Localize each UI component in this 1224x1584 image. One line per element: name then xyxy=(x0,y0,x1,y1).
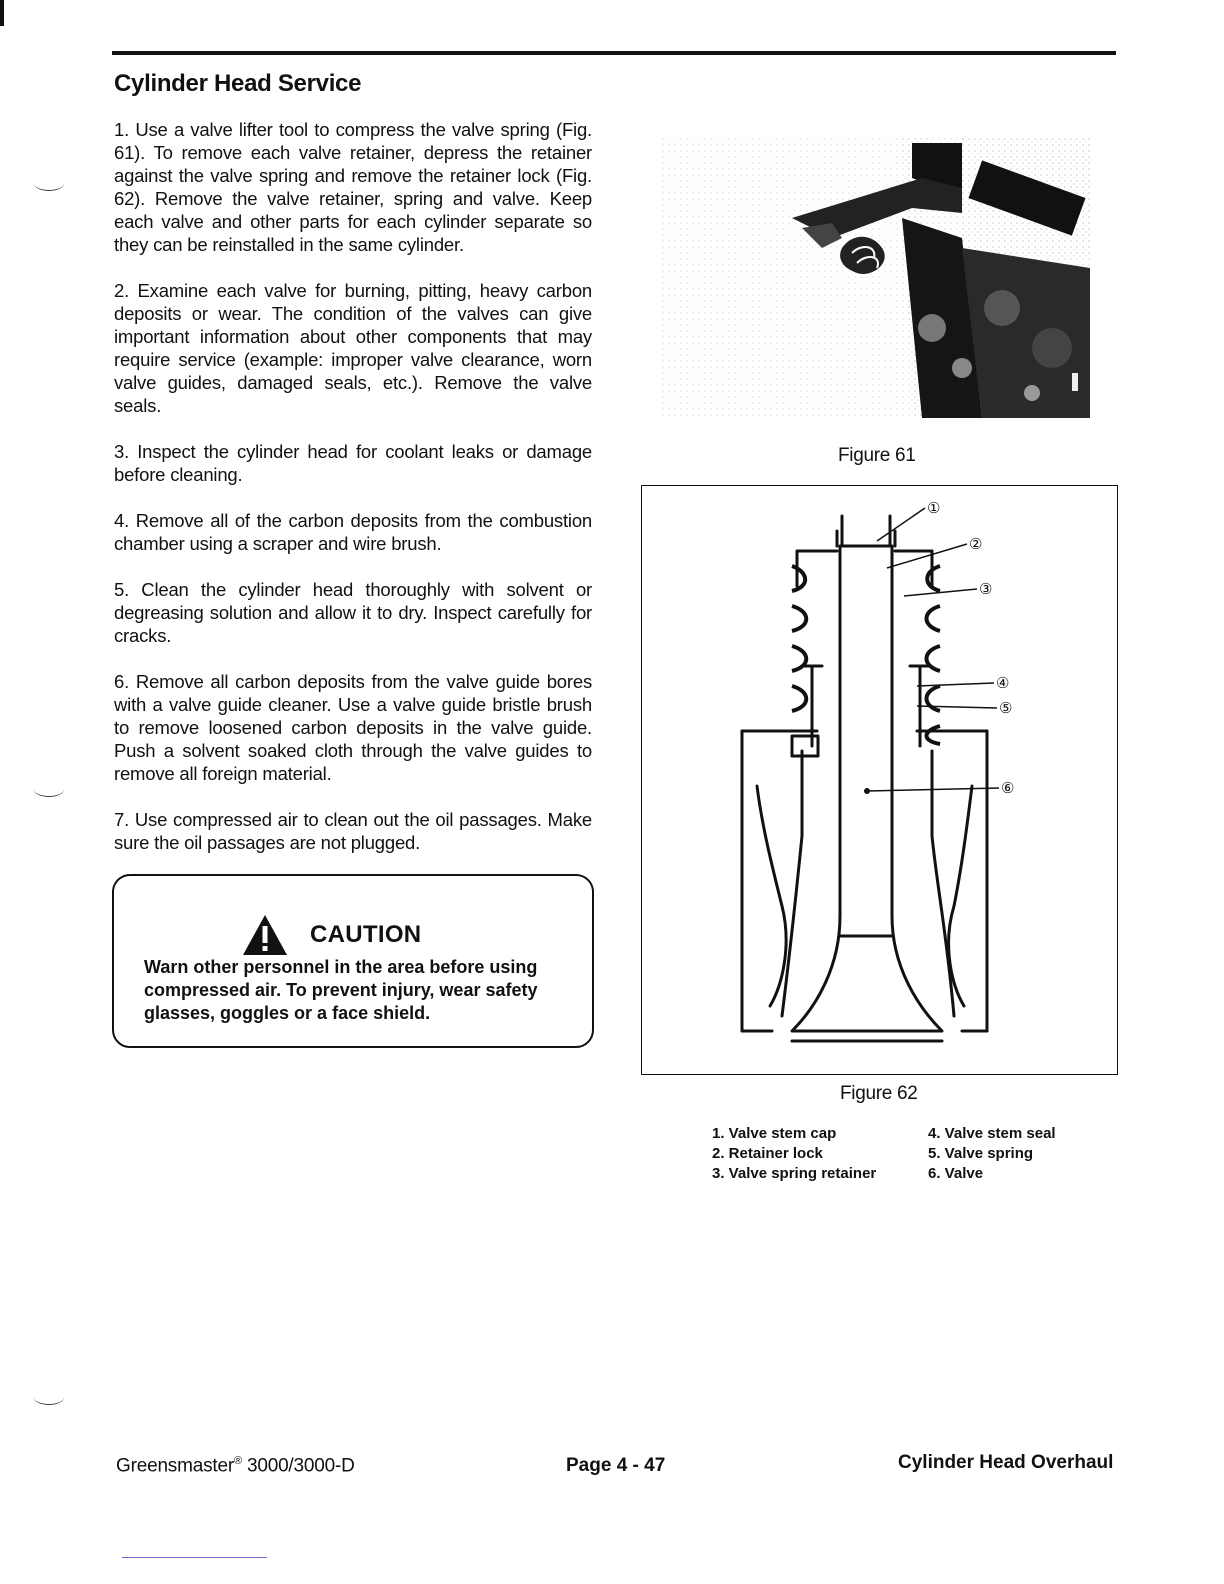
punch-hole-mark xyxy=(34,176,64,191)
page-title: Cylinder Head Service xyxy=(114,70,362,97)
callout-3: ③ xyxy=(979,580,993,598)
callout-5: ⑤ xyxy=(999,699,1013,717)
step-3: 3. Inspect the cylinder head for coolant leaks or damage before cleaning. xyxy=(114,441,592,485)
step-2: 2. Examine each valve for burning, pitting, heavy carbon deposits or wear. The condition of the valves can give important information about other components that may require service (example: improper valve clearance, worn valve guides, damaged seals, etc.). Remove the valve seals. xyxy=(114,280,592,416)
legend-item-1: 1. Valve stem cap xyxy=(712,1125,837,1142)
figure-62-caption: Figure 62 xyxy=(840,1083,918,1104)
legend-item-3: 3. Valve spring retainer xyxy=(712,1165,877,1182)
caution-title: CAUTION xyxy=(310,921,422,948)
bottom-line xyxy=(122,1557,267,1558)
legend-item-5: 5. Valve spring xyxy=(928,1145,1034,1162)
footer-section: Cylinder Head Overhaul xyxy=(898,1452,1114,1473)
footer-product xyxy=(116,1455,355,1477)
callout-2: ② xyxy=(969,535,983,553)
header-rule xyxy=(112,51,1116,55)
figure-61-caption: Figure 61 xyxy=(838,445,916,466)
step-4: 4. Remove all of the carbon deposits from the combustion chamber using a scraper and wire brush. xyxy=(114,510,592,554)
step-5: 5. Clean the cylinder head thoroughly with solvent or degreasing solution and allow it to dry. Inspect carefully for cracks. xyxy=(114,579,592,646)
legend-item-2: 2. Retainer lock xyxy=(712,1145,823,1162)
callout-4: ④ xyxy=(996,674,1010,692)
registered-mark: ® xyxy=(233,1455,242,1467)
valve-cross-section xyxy=(642,486,1119,1076)
punch-hole-mark xyxy=(34,1390,64,1405)
valve-assembly-diagram xyxy=(641,485,1118,1075)
punch-hole-mark xyxy=(34,782,64,797)
step-1: 1. Use a valve lifter tool to compress the valve spring (Fig. 61). To remove each valve retainer, depress the retainer against the valve spring and remove the retainer lock (Fig. 62). Remove the valve retainer, spring and valve. Keep each valve and other parts for each cylinder separate so they can be reinstalled in the same cylinder. xyxy=(114,119,592,255)
caution-header xyxy=(242,914,421,956)
step-7: 7. Use compressed air to clean out the oil passages. Make sure the oil passages are not plugged. xyxy=(114,809,592,853)
scan-edge-mark xyxy=(0,0,4,26)
callout-6: ⑥ xyxy=(1001,779,1015,797)
legend-item-6: 6. Valve xyxy=(928,1165,984,1182)
footer-page-number: Page 4 - 47 xyxy=(566,1455,666,1476)
legend-right xyxy=(928,1124,1056,1184)
caution-text: Warn other personnel in the area before using compressed air. To prevent injury, wear safety glasses, goggles or a face shield. xyxy=(144,957,538,1023)
caution-box xyxy=(112,874,594,1048)
procedure-steps xyxy=(114,118,592,877)
valve-lifter-photo xyxy=(662,138,1090,418)
footer-model: 3000/3000-D xyxy=(241,1455,355,1477)
callout-1: ① xyxy=(927,499,941,517)
warning-triangle-icon xyxy=(242,914,288,956)
step-6: 6. Remove all carbon deposits from the valve guide bores with a valve guide cleaner. Use a valve guide bristle brush to remove loosened carbon deposits in the valve guide. Push a solvent soaked cloth through the valve guides to remove all foreign material. xyxy=(114,671,592,784)
legend-left xyxy=(712,1124,876,1184)
footer-product-name: Greensmaster xyxy=(116,1455,234,1477)
legend-item-4: 4. Valve stem seal xyxy=(928,1125,1056,1142)
